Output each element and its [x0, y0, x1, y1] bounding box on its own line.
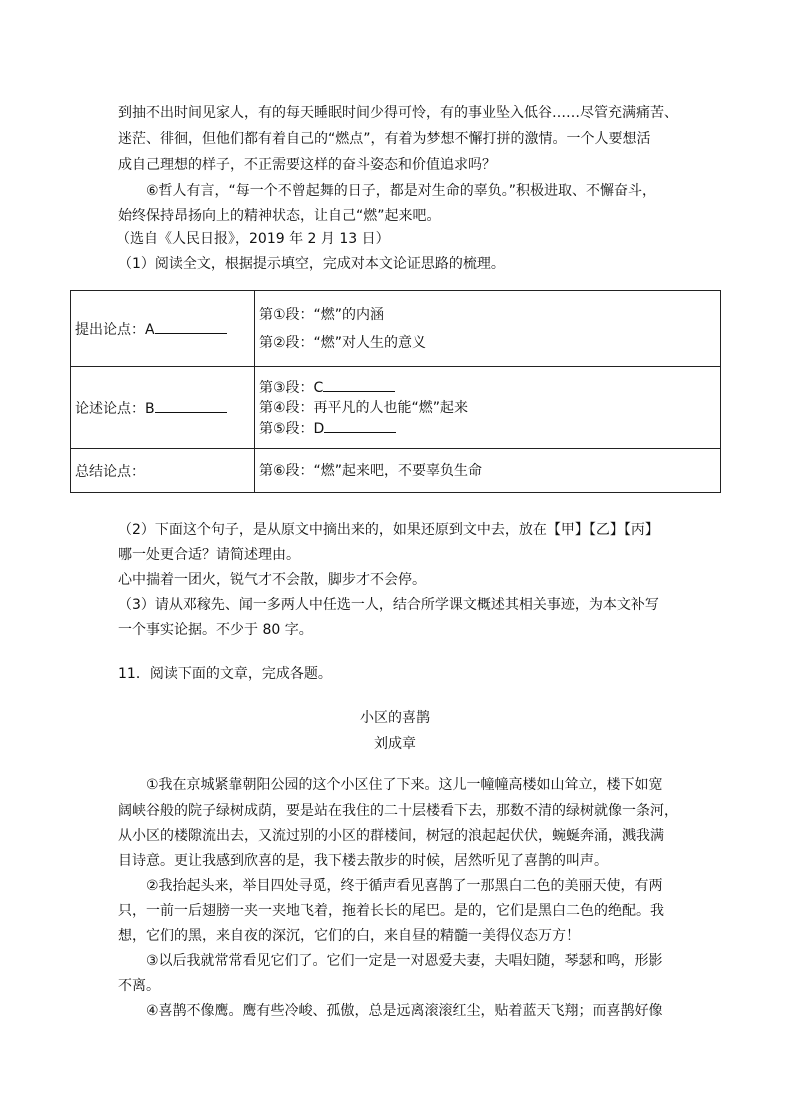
outline-cell-argue — [71, 367, 255, 449]
outline-cell-summary — [71, 449, 255, 493]
question-11-heading: 11．阅读下面的文章，完成各题。 — [118, 666, 332, 682]
question-3-line: 一个事实论据。不少于 80 字。 — [118, 622, 313, 638]
passage-para6-line: 始终保持昂扬向上的精神状态，让自己“燃”起来吧。 — [118, 208, 441, 224]
article-para2-line: 想，它们的黑，来自夜的深沉，它们的白，来自昼的精髓一美得仪态万方！ — [118, 928, 580, 944]
table-row — [71, 449, 721, 493]
answer-blank-a[interactable] — [155, 319, 227, 334]
outline-label: 提出论点：A — [75, 321, 155, 338]
outline-label: 总结论点： — [75, 463, 145, 480]
table-row — [71, 291, 721, 367]
answer-blank-b[interactable] — [155, 398, 227, 413]
outline-item: 第②段：“燃”对人生的意义 — [259, 334, 427, 351]
outline-cell-paragraphs — [255, 449, 721, 493]
passage-line: 成自己理想的样子，不正需要这样的奋斗姿态和价值追求吗？ — [118, 157, 496, 173]
passage-para6-line: ⑥哲人有言，“每一个不曾起舞的日子，都是对生命的辜负。”积极进取、不懈奋斗， — [146, 183, 657, 199]
article-para1-line: 从小区的楼隙流出去，又流过别的小区的群楼间，树冠的浪起起伏伏，蜿蜒奔涌，溅我满 — [118, 828, 664, 844]
outline-item: 第⑤段：D — [259, 420, 325, 437]
outline-item: 第③段：C — [259, 379, 324, 396]
article-para3-line: 不离。 — [118, 978, 160, 994]
passage-line: 到抽不出时间见家人，有的每天睡眠时间少得可怜，有的事业坠入低谷……尽管充满痛苦、 — [118, 105, 678, 121]
article-para1-line: 目诗意。更让我感到欣喜的是，我下楼去散步的时候，居然听见了喜鹊的叫声。 — [118, 853, 608, 869]
question-2-line: 哪一处更合适？请简述理由。 — [118, 547, 300, 563]
outline-item: 第①段：“燃”的内涵 — [259, 306, 385, 323]
outline-cell-paragraphs — [255, 291, 721, 367]
question-2-sentence: 心中揣着一团火，锐气才不会散，脚步才不会停。 — [118, 572, 426, 588]
table-row — [71, 367, 721, 449]
article-para1-line: ①我在京城紧靠朝阳公园的这个小区住了下来。这儿一幢幢高楼如山耸立，楼下如宽 — [146, 777, 663, 793]
article-title: 小区的喜鹊 — [360, 710, 430, 726]
article-para2-line: 只，一前一后翅膀一夹一夹地飞着，拖着长长的尾巴。是的，它们是黑白二色的绝配。我 — [118, 903, 664, 919]
question-3-line: （3）请从邓稼先、闻一多两人中任选一人，结合所学课文概述其相关事迹，为本文补写 — [118, 597, 659, 613]
outline-cell-propose — [71, 291, 255, 367]
question-2-line: （2）下面这个句子，是从原文中摘出来的，如果还原到文中去，放在【甲】【乙】【丙】 — [118, 522, 659, 538]
source-citation: （选自《人民日报》，2019 年 2 月 13 日） — [116, 231, 390, 247]
article-para3-line: ③以后我就常常看见它们了。它们一定是一对恩爱夫妻，夫唱妇随，琴瑟和鸣，形影 — [146, 953, 663, 969]
outline-item: 第⑥段：“燃”起来吧，不要辜负生命 — [259, 462, 483, 479]
outline-item: 第④段：再平凡的人也能“燃”起来 — [259, 399, 469, 416]
passage-line: 迷茫、徘徊，但他们都有着自己的“燃点”，有着为梦想不懈打拼的激情。一个人要想活 — [118, 131, 651, 147]
outline-label: 论述论点：B — [75, 400, 155, 417]
article-para1-line: 阔峡谷般的院子绿树成荫，要是站在我住的二十层楼看下去，那数不清的绿树就像一条河， — [118, 803, 678, 819]
article-author: 刘成章 — [374, 736, 416, 752]
outline-cell-paragraphs — [255, 367, 721, 449]
article-para4-line: ④喜鹊不像鹰。鹰有些冷峻、孤傲，总是远离滚滚红尘，贴着蓝天飞翔；而喜鹊好像 — [146, 1003, 663, 1019]
answer-blank-d[interactable] — [324, 418, 396, 433]
question-1: （1）阅读全文，根据提示填空，完成对本文论证思路的梳理。 — [118, 256, 505, 272]
argument-outline-table — [70, 290, 721, 493]
answer-blank-c[interactable] — [323, 377, 395, 392]
article-para2-line: ②我抬起头来，举目四处寻觅，终于循声看见喜鹊了一那黑白二色的美丽天使，有两 — [146, 878, 663, 894]
